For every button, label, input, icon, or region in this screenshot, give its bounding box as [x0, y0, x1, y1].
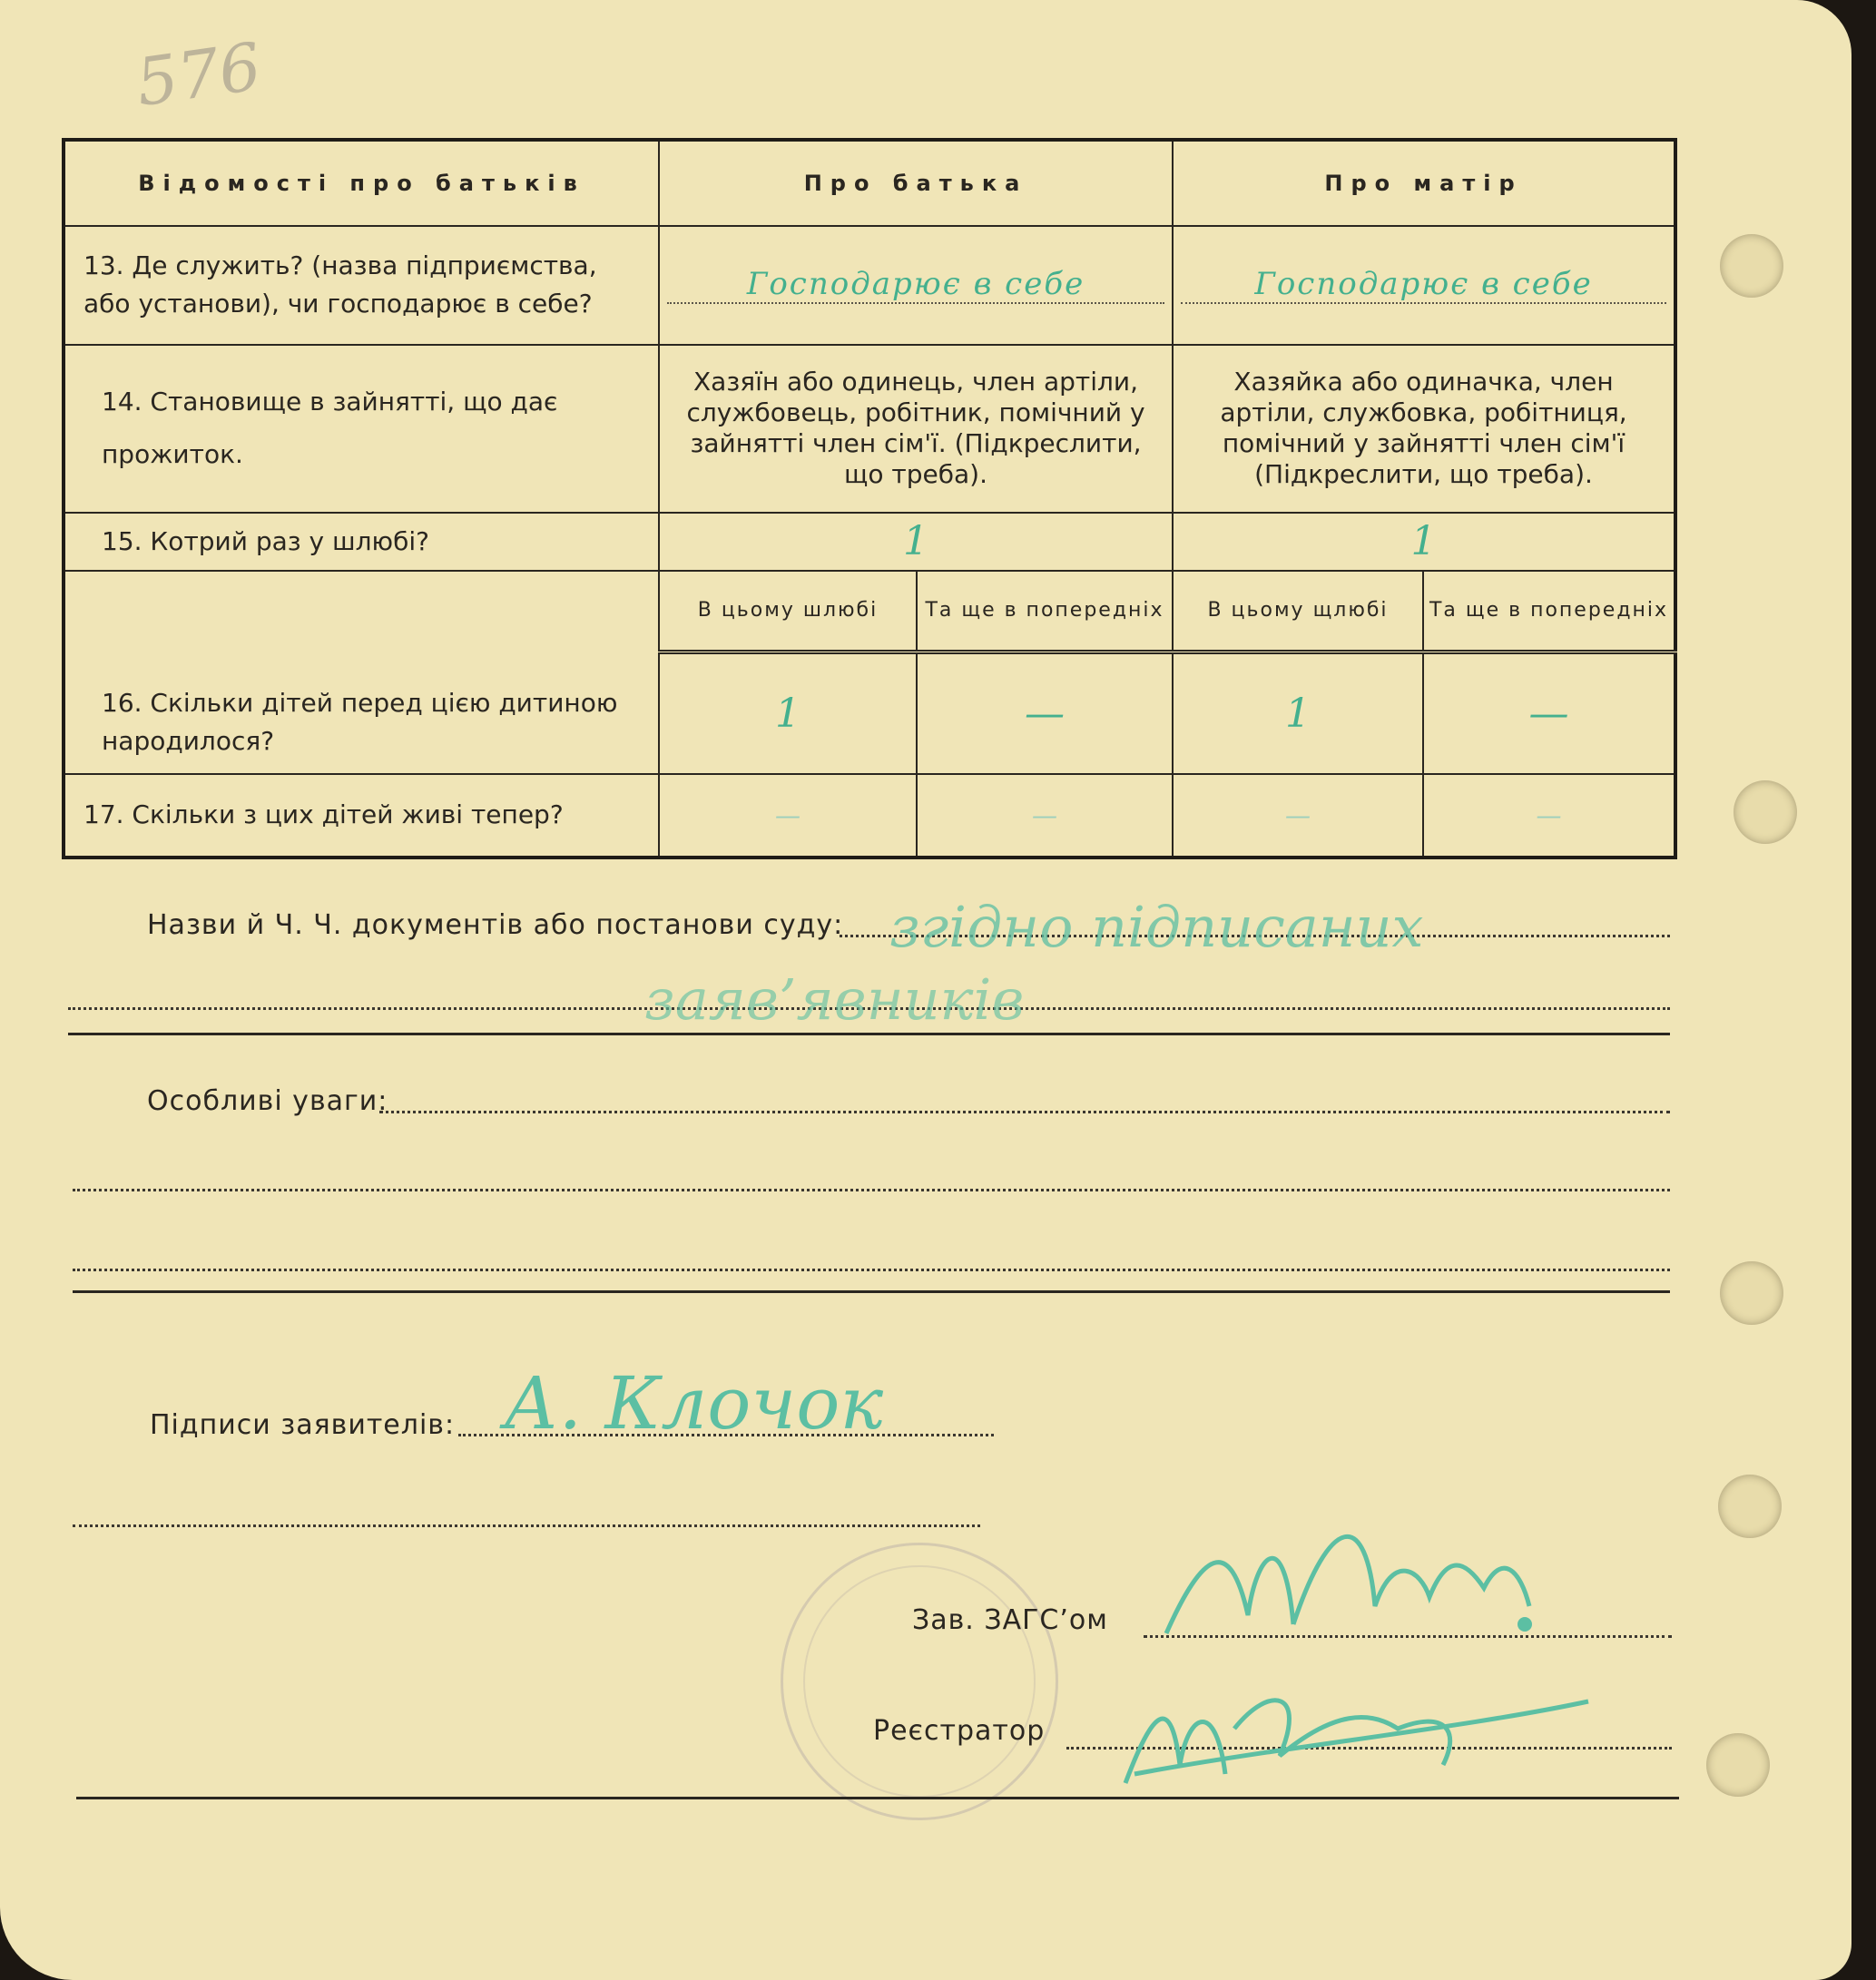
answer-13-father-text: Господарює в себе [667, 266, 1164, 304]
punch-hole [1734, 780, 1797, 844]
punch-hole [1720, 234, 1783, 298]
zags-head-signature [1148, 1497, 1547, 1652]
header-mother: Про матір [1173, 140, 1675, 226]
question-14: 14. Становище в зайнятті, що дає прожиток. [64, 345, 659, 513]
answer-15-mother: 1 [1173, 513, 1675, 571]
punch-hole [1720, 1261, 1783, 1325]
answer-13-mother-text: Господарює в себе [1181, 266, 1666, 304]
answer-17-father-this: — [659, 774, 917, 858]
row-q15 [64, 513, 1675, 571]
row-q13 [64, 226, 1675, 345]
answer-16-father-this: 1 [659, 652, 917, 774]
header-father: Про батька [659, 140, 1173, 226]
parents-info-table [62, 138, 1677, 859]
applicants-label: Підписи заявителів: [150, 1409, 456, 1441]
notes-line-1 [379, 1111, 1670, 1113]
bottom-rule [76, 1797, 1679, 1799]
applicants-signature: А. Клочок [504, 1361, 884, 1446]
answer-15-father: 1 [659, 513, 1173, 571]
punch-hole [1706, 1733, 1770, 1797]
question-17: 17. Скільки з цих дітей живі тепер? [64, 774, 659, 858]
options-14-father: Хазяїн або одинець, член артіли, службовець, робітник, помічний у зайнятті член сім'ї. (Підкреслити, що треба). [659, 345, 1173, 513]
answer-17-mother-this: — [1173, 774, 1423, 858]
punch-hole [1718, 1475, 1782, 1538]
faded-stamp [781, 1543, 1058, 1820]
header-info: Відомості про батьків [64, 140, 659, 226]
table-header-row [64, 140, 1675, 226]
answer-16-mother-prev: — [1423, 652, 1675, 774]
subheader-mother-prev: Та ще в попередніх [1423, 571, 1675, 652]
subheader-mother-this: В цьому щлюбі [1173, 571, 1423, 652]
answer-13-father [659, 226, 1173, 345]
documents-rule [68, 1033, 1670, 1035]
notes-rule [73, 1290, 1670, 1293]
options-14-mother: Хазяйка або одиначка, член артіли, службовка, робітниця, помічний у зайнятті член сім'ї (Підкреслити, що треба). [1173, 345, 1675, 513]
subheader-father-prev: Та ще в попередніх [917, 571, 1173, 652]
notes-label: Особливі уваги: [147, 1085, 388, 1117]
documents-label: Назви й Ч. Ч. документів або постанови суду: [147, 909, 844, 941]
row-q14 [64, 345, 1675, 513]
subheader-father-this: В цьому шлюбі [659, 571, 917, 652]
answer-16-father-prev: — [917, 652, 1173, 774]
documents-handwriting-2: заяв’явників [644, 966, 1025, 1033]
question-15: 15. Котрий раз у шлюбі? [64, 513, 659, 571]
archive-mark: 576 [131, 27, 266, 122]
notes-line-3 [73, 1269, 1670, 1271]
registrar-label: Реєстратор [873, 1715, 1046, 1747]
zags-head-label: Зав. ЗАГС’ом [912, 1604, 1108, 1636]
answer-17-father-prev: — [917, 774, 1173, 858]
answer-17-mother-prev: — [1423, 774, 1675, 858]
question-16: 16. Скільки дітей перед цією дитиною народилося? [64, 571, 659, 774]
applicants-line-2 [73, 1524, 980, 1527]
notes-line-2 [73, 1189, 1670, 1191]
row-q17 [64, 774, 1675, 858]
answer-13-mother [1173, 226, 1675, 345]
question-13: 13. Де служить? (назва підприємства, або установи), чи господарює в себе? [64, 226, 659, 345]
registrar-signature [1098, 1674, 1606, 1792]
row-sub-headers [64, 571, 1675, 652]
answer-16-mother-this: 1 [1173, 652, 1423, 774]
documents-handwriting-1: згідно підписаних [889, 894, 1424, 960]
